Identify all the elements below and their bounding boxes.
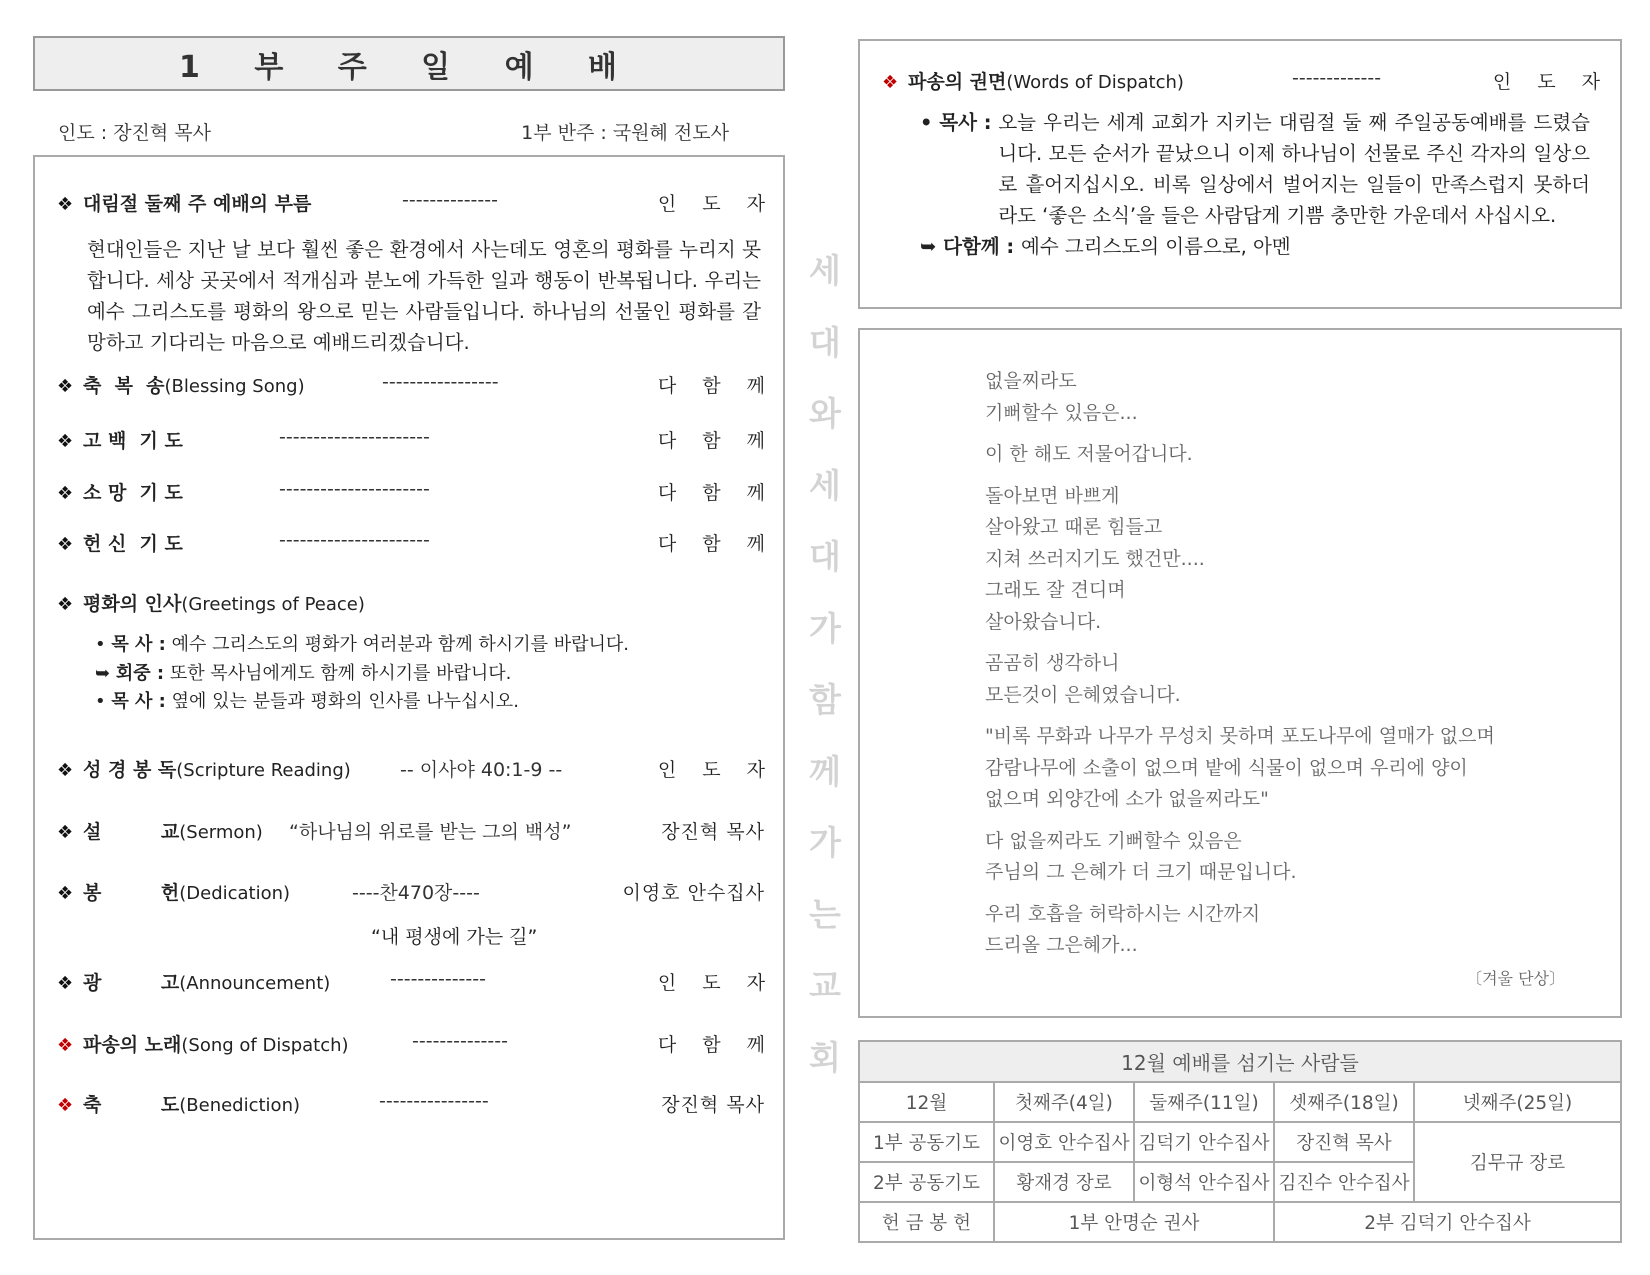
diamond-bullet-icon: ❖ (57, 376, 74, 397)
pastor-dispatch: • 목사 : 오늘 우리는 세계 교회가 지키는 대림절 둘 째 주일공동예배를 드렸습니다. 모든 순서가 끝났으니 이제 하나님이 선물로 주신 각자의 일상으로 흩어지십시오. 비록 일상에서 벌어지는 일들이 만족스럽지 못하더라도 ‘좋은 소식’을 들은 사람답게 기쁨 충만한 가운데서 사십시오. (920, 111, 1590, 227)
offering-hymn-title: “내 평생에 가는 길” (371, 926, 538, 948)
table-row: 2부 공동기도 황재경 장로 이형석 안수집사 김진수 안수집사 (859, 1162, 1621, 1202)
words-of-dispatch-heading: ❖ 파송의 권면 (Words of Dispatch) ------------- 인 도 자 (882, 67, 1610, 93)
sermon-row: ❖ 설 교 (Sermon) “하나님의 위로를 받는 그의 백성” 장진혁 목사 (57, 821, 765, 843)
peace-line-3: • 목 사 : 옆에 있는 분들과 평화의 인사를 나누십시오. (95, 691, 519, 712)
diamond-bullet-icon: ❖ (57, 822, 74, 843)
diamond-bullet-icon: ❖ (57, 483, 74, 504)
devotion-prayer-row: ❖ 헌 신 기 도 ---------------------- 다 함 께 (57, 529, 775, 555)
blessing-song-row: ❖ 축 복 송 (Blessing Song) ----------------- 다 함 께 (57, 371, 775, 397)
scripture-reading-row: ❖ 성 경 봉 독 (Scripture Reading) -- 이사야 40:1-9 -- 인 도 자 (57, 759, 775, 781)
diamond-bullet-icon: ❖ (57, 594, 74, 615)
confession-prayer-row: ❖ 고 백 기 도 ---------------------- 다 함 께 (57, 426, 775, 452)
diamond-bullet-icon: ❖ (57, 760, 74, 781)
table-header-row: 12월 첫째주(4일) 둘째주(11일) 셋째주(18일) 넷째주(25일) (859, 1082, 1621, 1122)
peace-line-2: ➥ 회중 : 또한 목사님에게도 함께 하시기를 바랍니다. (95, 663, 512, 684)
diamond-bullet-icon: ❖ (882, 72, 899, 93)
table-row: 헌 금 봉 헌 1부 안명순 권사 2부 김덕기 안수집사 (859, 1202, 1621, 1242)
peace-line-1: • 목 사 : 예수 그리스도의 평화가 여러분과 함께 하시기를 바랍니다. (95, 634, 629, 655)
poem-text: 없을찌라도 기뻐할수 있음은... 이 한 해도 저물어갑니다. 돌아보면 바쁘게 살아왔고 때론 힘들고 지쳐 쓰러지기도 했건만.... 그래도 잘 견디며 살아왔습니다. 곰곰히 생각하니 모든것이 은혜였습니다. "비록 무화과 나무가 무성치 못하며 포도나무에 열매가 없으며 감람나무에 소출이 없으며 밭에 식물이 없으며 우리에 양이 없으며 외양간에 소가 없을찌라도" 다 없을찌라도 기뻐할수 있음은 주님의 그 은혜가 더 크기 때문입니다. 우리 호흡을 허락하시는 시간까지 드리올 그은혜가... (985, 370, 1495, 956)
diamond-bullet-icon: ❖ (57, 1035, 74, 1056)
announcement-row: ❖ 광 고 (Announcement) -------------- 인 도 자 (57, 968, 775, 994)
return-arrow-icon: ➥ 다함께 : (920, 235, 1022, 258)
accompanist-text: 1부 반주 : 국원혜 전도사 (521, 122, 729, 144)
diamond-bullet-icon: ❖ (57, 534, 74, 555)
leader-text: 인도 : 장진혁 목사 (58, 122, 211, 144)
return-arrow-icon: ➥ (95, 663, 111, 684)
order-of-worship (33, 155, 785, 1240)
diamond-bullet-icon: ❖ (57, 431, 74, 452)
words-of-dispatch-box (858, 39, 1622, 309)
diamond-bullet-icon: ❖ (57, 883, 74, 904)
benediction-row: ❖ 축 도 (Benediction) ---------------- 장진혁 목사 (57, 1090, 765, 1116)
table-caption: 12월 예배를 섬기는 사람들 (859, 1041, 1621, 1082)
congregation-response: ➥ 다함께 : 예수 그리스도의 이름으로, 아멘 (920, 231, 1590, 262)
words-of-dispatch-body (920, 107, 1590, 262)
service-title: 1 부 주 일 예 배 (33, 36, 785, 91)
vertical-slogan: 세 대 와 세 대 가 함 께 가 는 교 회 (809, 251, 841, 1077)
poem-box (858, 328, 1622, 1018)
diamond-bullet-icon: ❖ (57, 973, 74, 994)
diamond-bullet-icon: ❖ (57, 194, 74, 215)
call-to-worship-row: ❖ 대림절 둘째 주 예배의 부름 -------------- 인 도 자 (57, 189, 775, 215)
song-of-dispatch-row: ❖ 파송의 노래 (Song of Dispatch) -------------- 다 함 께 (57, 1030, 775, 1056)
offering-row: ❖ 봉 헌 (Dedication) ----찬470장---- 이영호 안수집사 (57, 882, 765, 904)
december-servers-table (858, 1040, 1622, 1243)
poem-source: 〔겨울 단상〕 (1466, 969, 1565, 988)
greetings-of-peace-row: ❖ 평화의 인사 (Greetings of Peace) (57, 593, 365, 615)
table-row: 1부 공동기도 이영호 안수집사 김덕기 안수집사 장진혁 목사 김무규 장로 (859, 1122, 1621, 1162)
call-to-worship-text: 현대인들은 지난 날 보다 훨씬 좋은 환경에서 사는데도 영혼의 평화를 누리지 못합니다. 세상 곳곳에서 적개심과 분노에 가득한 일과 행동이 반복됩니다. 우리는 예수 그리스도를 평화의 왕으로 믿는 사람들입니다. 하나님의 선물인 평화를 갈망하고 기다리는 마음으로 예배드리겠습니다. (87, 238, 761, 354)
diamond-bullet-icon: ❖ (57, 1095, 74, 1116)
hope-prayer-row: ❖ 소 망 기 도 ---------------------- 다 함 께 (57, 478, 775, 504)
